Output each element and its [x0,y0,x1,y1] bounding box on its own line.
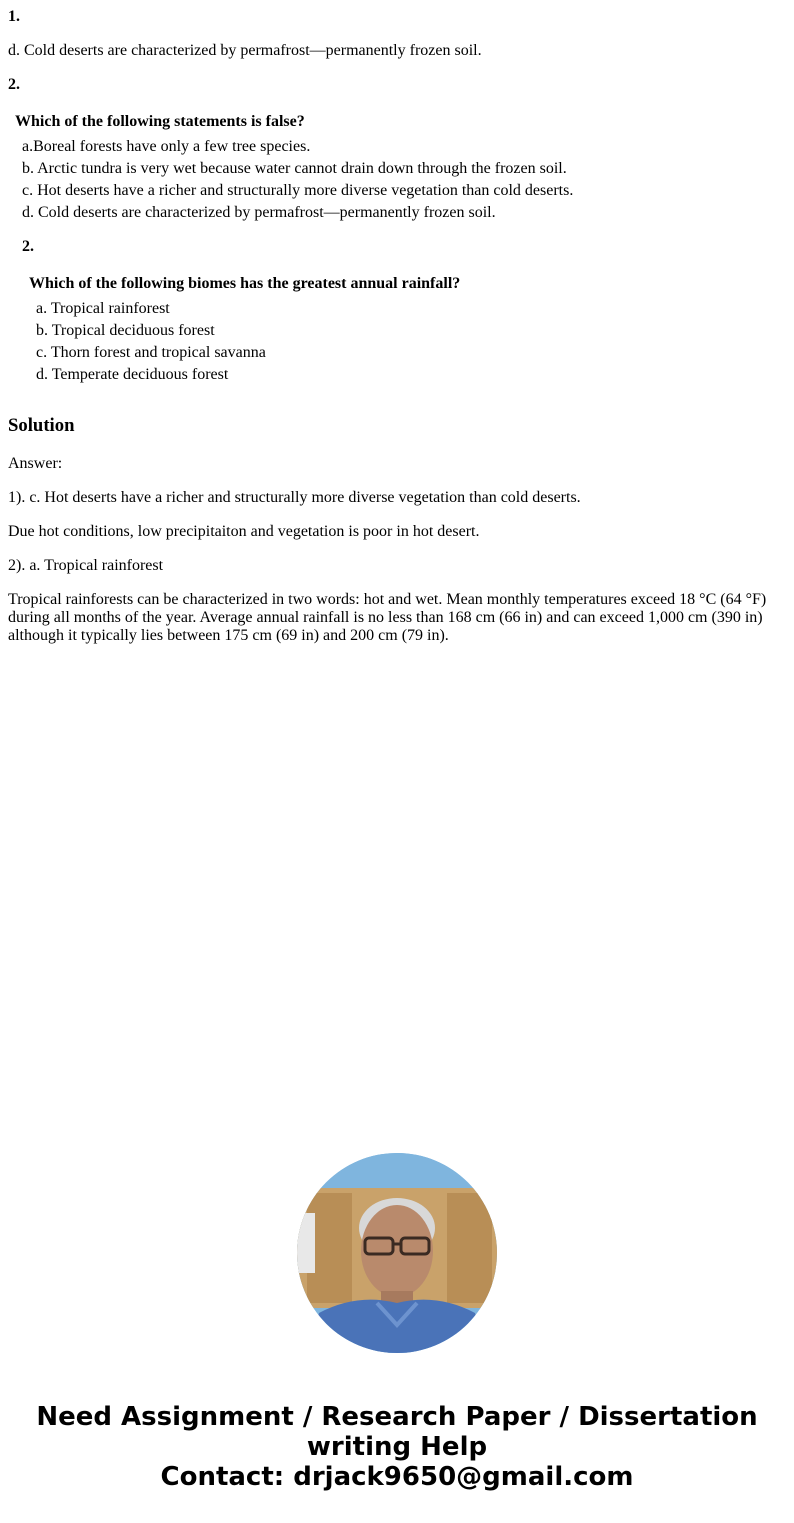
answer-2: 2). a. Tropical rainforest [8,557,164,574]
promo-line: Need Assignment / Research Paper / Dissertation [36,1402,758,1432]
option-item: b. Arctic tundra is very wet because water cannot drain down through the frozen soil. [22,160,567,177]
option-item: d. Cold deserts are characterized by permafrost—permanently frozen soil. [22,204,496,221]
question-text: Which of the following statements is false? [15,113,305,130]
person-portrait-icon [297,1153,497,1353]
question-number: 2. [8,76,20,93]
answer-1-reason: Due hot conditions, low precipitaiton and vegetation is poor in hot desert. [8,523,480,540]
solution-heading: Solution [8,415,75,436]
promo-line: writing Help [306,1432,488,1462]
option-item: c. Hot deserts have a richer and structurally more diverse vegetation than cold deserts. [22,182,574,199]
question-number: 2. [22,238,34,255]
option-item: a. Tropical rainforest [36,300,170,317]
avatar [297,1153,497,1353]
contact-email: Contact: drjack9650@gmail.com [160,1462,634,1492]
option-item: a.Boreal forests have only a few tree species. [22,138,311,155]
option-item: c. Thorn forest and tropical savanna [36,344,266,361]
question-number: 1. [8,8,20,25]
option-item: b. Tropical deciduous forest [36,322,215,339]
answer-2-reason: Tropical rainforests can be characterized in two words: hot and wet. Mean monthly temperatures exceed 18 °C (64 °F) during all months of the year. Average annual rainfall is no less than 168 cm (66 in) and can exceed 1,000 cm (390 in) although it typically lies between 175 cm (69 in) and 200 cm (79 in). [8,591,767,644]
question-text: Which of the following biomes has the greatest annual rainfall? [29,275,461,292]
answer-line: d. Cold deserts are characterized by permafrost—permanently frozen soil. [8,42,482,59]
promo-banner [0,1402,794,1492]
answer-1: 1). c. Hot deserts have a richer and structurally more diverse vegetation than cold deserts. [8,489,581,506]
answer-label: Answer: [8,455,63,472]
option-item: d. Temperate deciduous forest [36,366,229,383]
